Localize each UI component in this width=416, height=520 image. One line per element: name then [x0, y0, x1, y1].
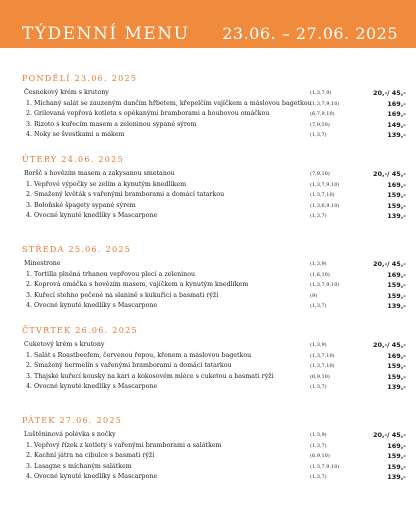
dish-name: Cuketový krém s krutony [24, 341, 105, 348]
allergens: (1,3,7) [310, 132, 327, 138]
menu-item-row [22, 201, 412, 212]
price: 139,- [387, 383, 406, 391]
price: 169,- [387, 180, 406, 189]
price: 139,- [387, 212, 406, 220]
day-title: ČTVRTEK 26.06. 2025 [22, 326, 138, 335]
price: 20,-/ 45,- [372, 170, 406, 178]
allergens: (1,6,10) [310, 271, 330, 278]
day-title: STŘEDA 25.06. 2025 [22, 245, 132, 254]
allergens: (9) [310, 292, 318, 299]
dish-name: 4. Ovocné kynuté knedlíky s Mascarpone [26, 302, 158, 309]
price: 159,- [387, 452, 406, 460]
dish-name: 3. Boloňské špagety sypané sýrem [26, 201, 136, 209]
dish-name: 2. Smažený hermelín s vařenými bramborami a domácí tatarkou [26, 362, 232, 369]
day-title: ÚTERÝ 24.06. 2025 [22, 155, 124, 164]
allergens: (1,3,7,9,10) [310, 282, 340, 288]
price: 159,- [387, 291, 406, 300]
allergens: (1,3,7) [310, 474, 327, 480]
menu-dates: 23.06. – 27.06. 2025 [222, 24, 398, 43]
menu-item-row [22, 361, 412, 372]
allergens: (1,3,9) [310, 261, 327, 267]
allergens: (1,3,7) [310, 213, 327, 219]
menu-title: TÝDENNÍ MENU [22, 24, 190, 44]
day-section [22, 74, 412, 141]
dish-name: 3. Thajské kuřecí kousky na kari a kokosovém mléce s cuketou a basmati rýží [26, 372, 274, 380]
dish-name: 1. Vepřové výpečky se zelím a kynutým knedlíkem [26, 180, 187, 188]
allergens: (7,9,10) [310, 121, 330, 128]
dish-name: Minestrone [24, 260, 61, 267]
price: 139,- [387, 302, 406, 310]
allergens: (1,3,6,9,10) [310, 202, 340, 209]
price: 159,- [387, 201, 406, 210]
dish-name: Česnekový krém s krutony [24, 89, 109, 96]
menu-item-row [22, 99, 412, 110]
allergens: (1,3,7,9) [310, 90, 332, 96]
allergens: (1,3,7,9,10) [310, 181, 340, 188]
price: 20,-/ 45,- [372, 89, 406, 97]
dish-name: 1. Míchaný salát se zauzeným dančím hřbetem, křepelčím vajíčkem a máslovou bagetkou [26, 99, 312, 107]
soup-row [22, 430, 412, 441]
soup-row [22, 169, 412, 180]
day-section [22, 416, 412, 483]
allergens: (1,3,7,10) [310, 352, 335, 359]
dish-name: 2. Smažený květák s vařenými bramborami a domácí tatarkou [26, 191, 225, 198]
menu-item-row [22, 462, 412, 473]
dish-name: 2. Kachní játra na cibulce s basmati rýží [26, 452, 155, 459]
menu-item-row [22, 372, 412, 383]
dish-name: 3. Lasagne s míchaným salátkem [26, 462, 132, 470]
allergens: (1,3,7,10) [310, 363, 335, 369]
soup-row [22, 340, 412, 351]
allergens: (1,3,7,9,10) [310, 100, 340, 107]
price: 20,-/ 45,- [372, 260, 406, 268]
price: 159,- [387, 362, 406, 370]
day-section [22, 326, 412, 393]
dish-name: 4. Ovocné kynuté knedlíky s Mascarpone [26, 212, 158, 219]
allergens: (1,3,7,9,10) [310, 463, 340, 470]
price: 159,- [387, 372, 406, 381]
allergens: (1,3,7) [310, 303, 327, 309]
menu-header [0, 0, 416, 48]
dish-name: 2. Koprová omáčka s hovězím masem, vajíčkem a kynutým knedlíkem [26, 281, 249, 288]
dish-name: 4. Noky se švestkami a mákem [26, 131, 125, 138]
menu-item-row [22, 451, 412, 462]
price: 139,- [387, 473, 406, 481]
dish-name: 1. Tortilla plněná trhanou vepřovou plecí a zeleninou [26, 270, 196, 278]
allergens: (6,9,10) [310, 453, 330, 459]
price: 169,- [387, 351, 406, 360]
price: 149,- [387, 120, 406, 129]
day-title: PONDĚLÍ 23.06. 2025 [22, 74, 138, 83]
menu-item-row [22, 190, 412, 201]
menu-item-row [22, 280, 412, 291]
price: 159,- [387, 281, 406, 289]
day-title: PÁTEK 27.06. 2025 [22, 416, 123, 425]
menu-item-row [22, 120, 412, 131]
menu-item-row [22, 472, 412, 483]
menu-item-row [22, 301, 412, 312]
menu-item-row [22, 211, 412, 222]
dish-name: 2. Grilovaná vepřová kotleta s opékanými bramborami a houbovou omáčkou [26, 110, 270, 117]
day-section [22, 155, 412, 222]
dish-name: 4. Ovocné kynuté knedlíky s Mascarpone [26, 473, 158, 480]
dish-name: Luštěninová polévka s nočky [24, 431, 116, 438]
price: 20,-/ 45,- [372, 341, 406, 349]
allergens: (1,3,7) [310, 384, 327, 390]
price: 139,- [387, 131, 406, 139]
menu-item-row [22, 441, 412, 452]
dish-name: 3. Kuřecí stehno pečené na slanině s kukuřicí a basmati rýží [26, 291, 219, 299]
price: 159,- [387, 191, 406, 199]
allergens: (1,3,9) [310, 432, 327, 438]
dish-name: 1. Salát s Roastbeefem, červenou řepou, křenem a máslovou bagetkou [26, 351, 252, 359]
price: 169,- [387, 441, 406, 450]
allergens: (7,9,10) [310, 171, 330, 177]
menu-item-row [22, 109, 412, 120]
allergens: (6,7,9,10) [310, 111, 335, 117]
menu-item-row [22, 130, 412, 141]
soup-row [22, 259, 412, 270]
dish-name: Boršč s hovězím masem a zakysanou smetanou [24, 170, 175, 177]
day-section [22, 245, 412, 312]
price: 169,- [387, 99, 406, 108]
soup-row [22, 88, 412, 99]
dish-name: 1. Vepřový řízek z kotlety s vařenými bramborami a salátkem [26, 441, 222, 449]
price: 20,-/ 45,- [372, 431, 406, 439]
allergens: (6,9,10) [310, 373, 330, 380]
menu-item-row [22, 382, 412, 393]
price: 169,- [387, 270, 406, 279]
menu-item-row [22, 270, 412, 281]
price: 169,- [387, 110, 406, 118]
allergens: (1,3,9) [310, 342, 327, 348]
dish-name: 3. Rizoto s kuřecím masem a zeleninou sypané sýrem [26, 120, 197, 128]
dish-name: 4. Ovocné kynuté knedlíky s Mascarpone [26, 383, 158, 390]
menu-item-row [22, 351, 412, 362]
menu-item-row [22, 291, 412, 302]
price: 159,- [387, 462, 406, 471]
allergens: (1,3,7,10) [310, 192, 335, 198]
allergens: (1,3,7) [310, 442, 327, 449]
menu-item-row [22, 180, 412, 191]
